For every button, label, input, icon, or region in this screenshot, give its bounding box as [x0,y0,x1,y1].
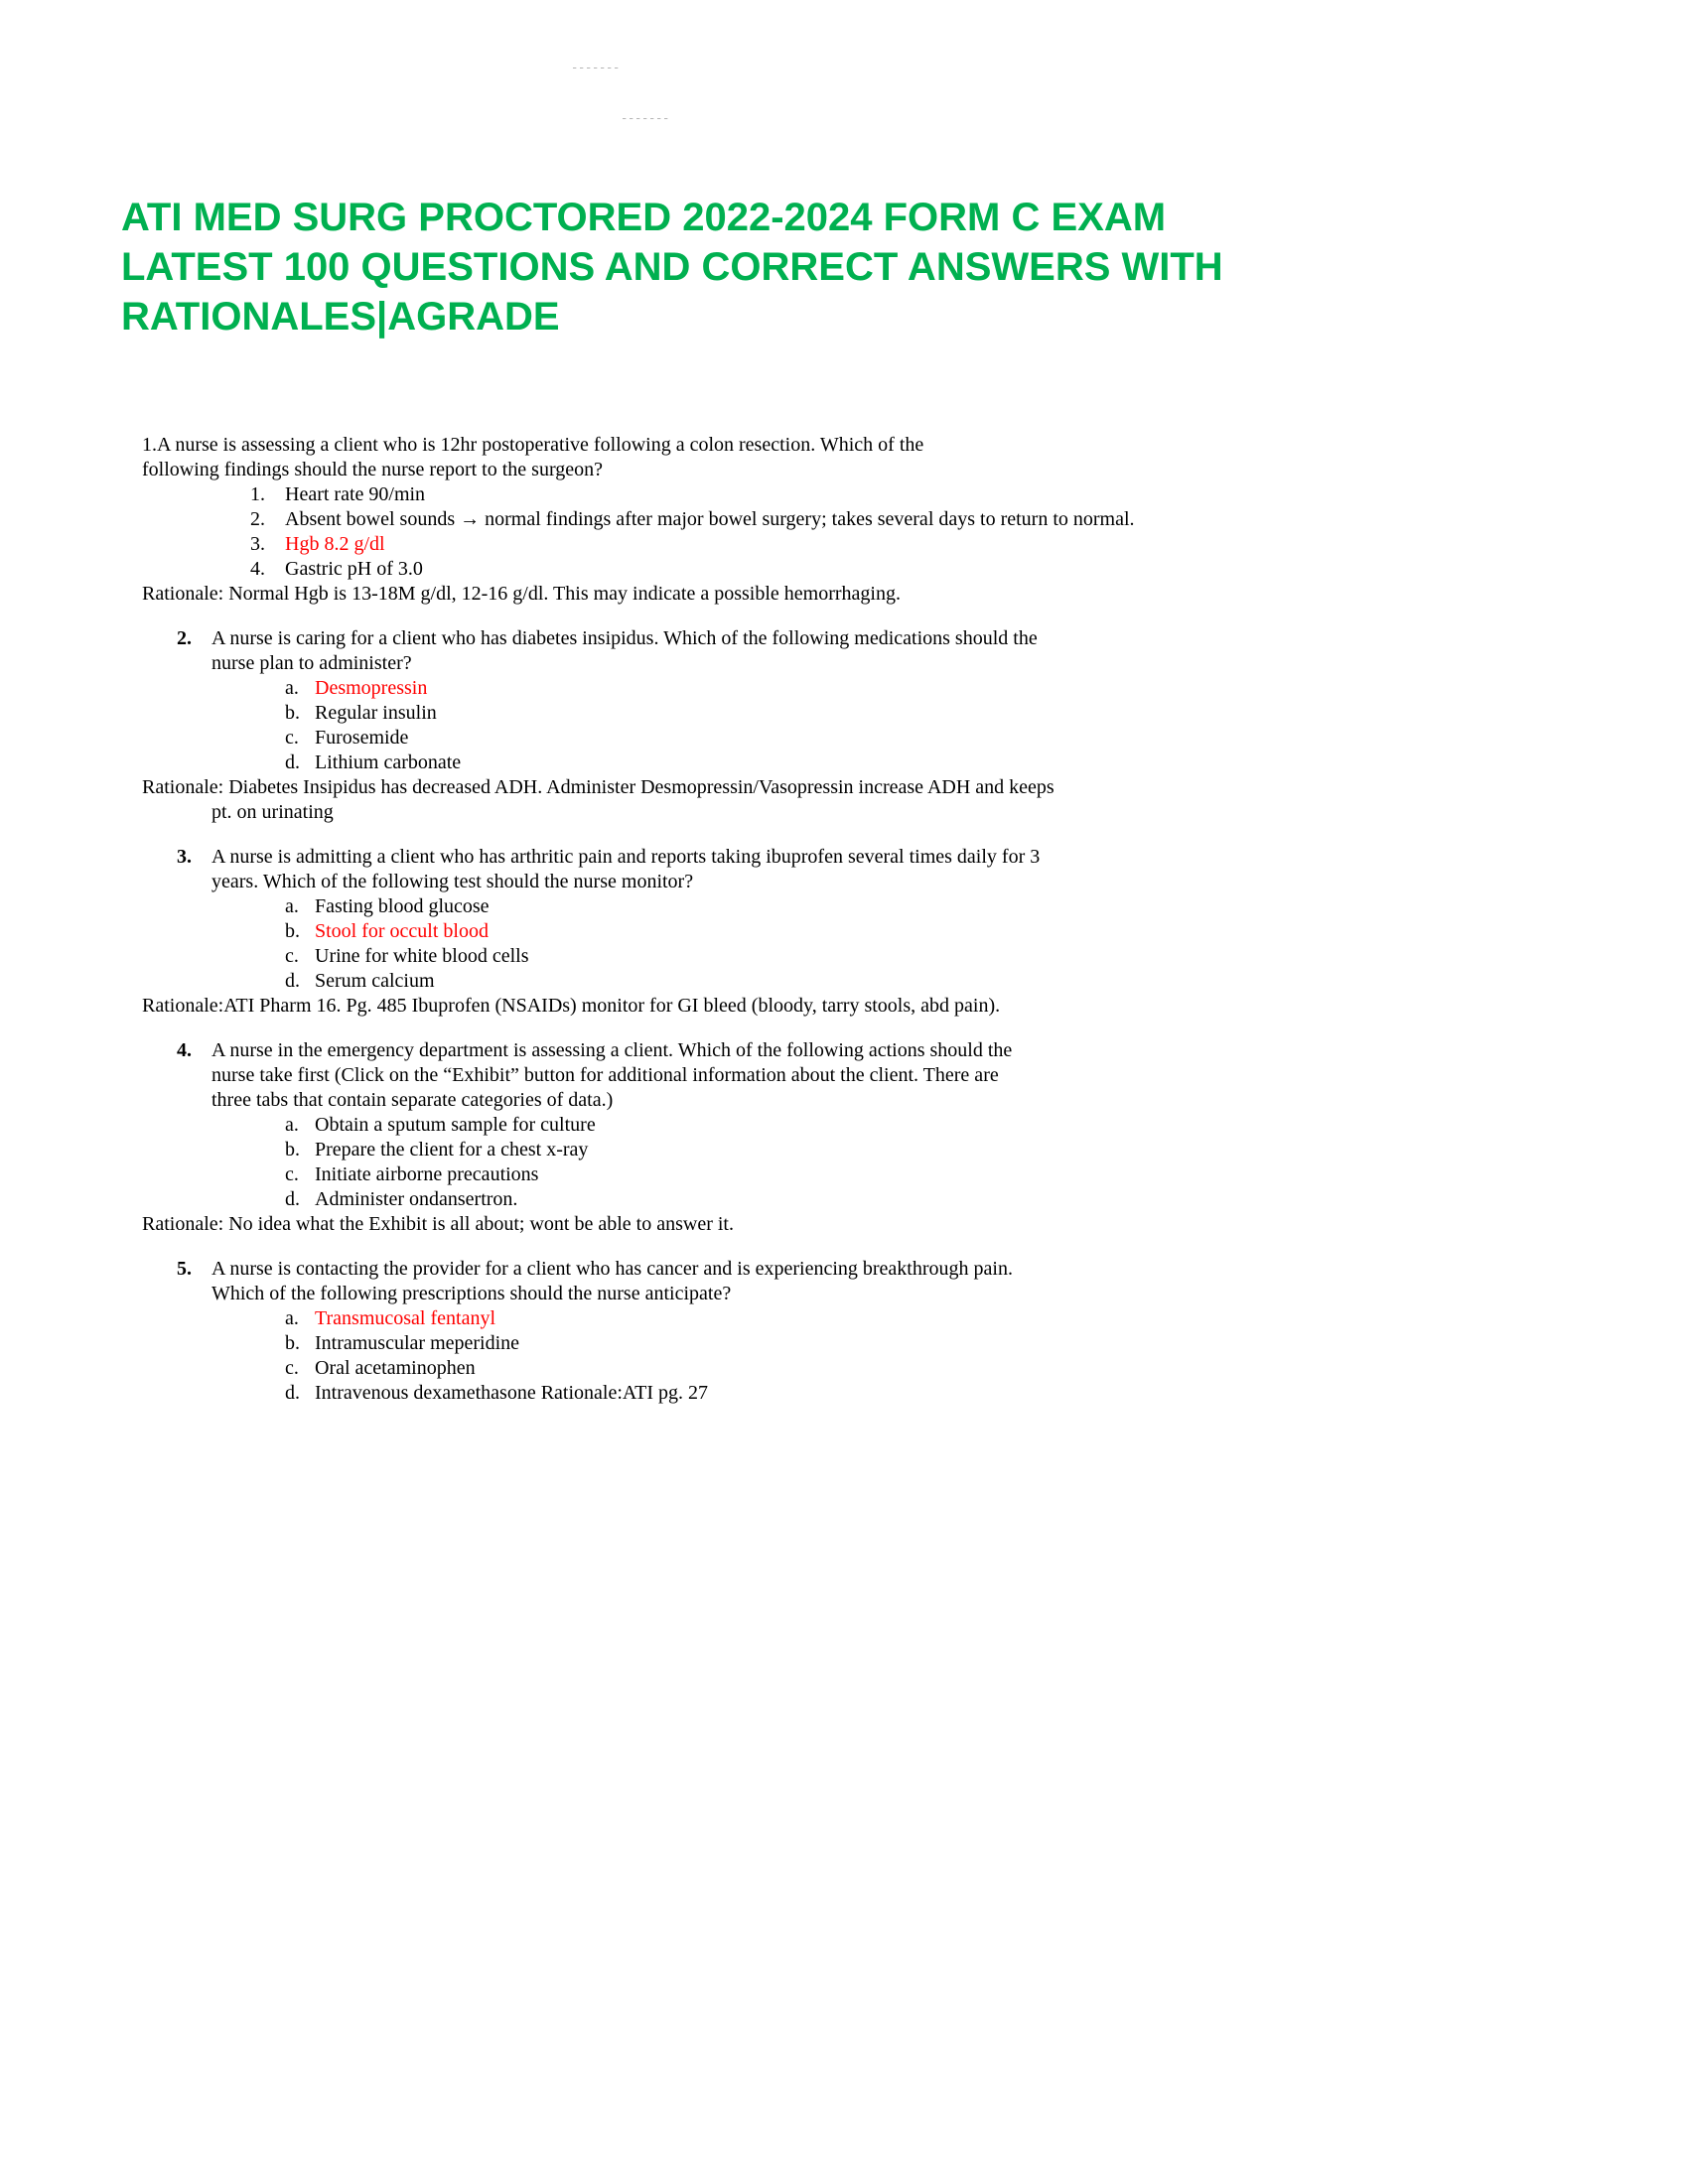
document-title-line: RATIONALES|AGRADE [121,295,560,339]
question-number: 2. [177,627,192,649]
option-label: d. [285,1382,300,1404]
option-label: d. [285,970,300,992]
option-text: Absent bowel sounds → normal findings after major bowel surgery; takes several days to return to normal. [285,508,1135,530]
option-text: Furosemide [315,727,409,749]
question-text: nurse plan to administer? [211,652,412,674]
option-label: 2. [250,508,265,530]
option-label: 4. [250,558,265,580]
answer-option [142,1356,1463,1381]
rationale [142,994,1463,1019]
correct-answer-text: Stool for occult blood [315,920,489,942]
option-label: 3. [250,533,265,555]
question-block [142,845,1463,1019]
option-label: c. [285,727,299,749]
answer-option [142,944,1463,969]
rationale-line: Rationale: No idea what the Exhibit is all about; wont be able to answer it. [142,1213,734,1235]
stem-line [177,1038,1463,1063]
question-text: nurse take first (Click on the “Exhibit” button for additional information about the client. There are [211,1064,999,1086]
answer-option [142,1138,1463,1162]
answer-option [142,1331,1463,1356]
option-text: Prepare the client for a chest x-ray [315,1139,589,1160]
stem-line [177,1257,1463,1282]
option-text: Gastric pH of 3.0 [285,558,423,580]
option-label: a. [285,1114,299,1136]
question-number: 5. [177,1258,192,1280]
stem-line [211,1063,1463,1088]
question-block [142,433,1463,607]
option-label: d. [285,1188,300,1210]
answer-option [142,894,1463,919]
stem-line [211,870,1463,894]
questions [142,433,1463,1426]
option-text: Lithium carbonate [315,751,462,773]
answer-option [142,701,1463,726]
answer-option [142,919,1463,944]
answer-option [142,1113,1463,1138]
option-text: Initiate airborne precautions [315,1163,539,1185]
option-label: c. [285,945,299,967]
stem-line [142,458,1463,482]
question-text: A nurse in the emergency department is assessing a client. Which of the following actions should the [211,1039,1013,1061]
option-text: Regular insulin [315,702,437,724]
rationale-line: Rationale:ATI Pharm 16. Pg. 485 Ibuprofen (NSAIDs) monitor for GI bleed (bloody, tarry stools, abd pain). [142,995,1001,1017]
question-text: A nurse is assessing a client who is 12hr postoperative following a colon resection. Which of the [157,434,924,456]
answer-option [142,969,1463,994]
rationale-line: pt. on urinating [211,801,334,823]
stem-line [142,433,1463,458]
question-text: A nurse is admitting a client who has arthritic pain and reports taking ibuprofen several times daily for 3 [211,846,1041,868]
answer-options [142,894,1463,994]
answer-option [142,1187,1463,1212]
question-stem [142,626,1463,676]
question-text: following findings should the nurse report to the surgeon? [142,459,604,480]
question-text: years. Which of the following test should the nurse monitor? [211,871,694,892]
option-text: Intravenous dexamethasone Rationale:ATI pg. 27 [315,1382,708,1404]
watermark-line: – – – – – – – [623,116,669,122]
stem-line [211,1088,1463,1113]
answer-option [142,507,1463,532]
option-label: a. [285,677,299,699]
option-label: a. [285,895,299,917]
answer-option [142,482,1463,507]
correct-answer-text: Desmopressin [315,677,428,699]
option-label: b. [285,1139,300,1160]
answer-options [142,1306,1463,1406]
answer-option [142,676,1463,701]
correct-answer-text: Hgb 8.2 g/dl [285,533,385,555]
question-stem [142,1257,1463,1306]
option-text: Intramuscular meperidine [315,1332,520,1354]
question-text: three tabs that contain separate categories of data.) [211,1089,614,1111]
rationale [142,1212,1463,1237]
option-label: b. [285,1332,300,1354]
answer-option [142,751,1463,775]
option-text: Urine for white blood cells [315,945,529,967]
answer-option [142,557,1463,582]
question-text: A nurse is contacting the provider for a client who has cancer and is experiencing breakthrough pain. [211,1258,1013,1280]
question-block [142,1038,1463,1237]
question-stem [142,1038,1463,1113]
question-stem [142,845,1463,894]
option-label: b. [285,702,300,724]
option-label: c. [285,1357,299,1379]
option-text: Serum calcium [315,970,435,992]
rationale [142,582,1463,607]
option-label: c. [285,1163,299,1185]
correct-answer-text: Transmucosal fentanyl [315,1307,496,1329]
stem-line [177,845,1463,870]
stem-line [211,1282,1463,1306]
option-text: Administer ondansertron. [315,1188,518,1210]
option-label: a. [285,1307,299,1329]
option-label: d. [285,751,300,773]
answer-options [142,482,1463,582]
question-stem [142,433,1463,482]
question-number: 3. [177,846,192,868]
option-text: Oral acetaminophen [315,1357,476,1379]
answer-option [142,1162,1463,1187]
option-text: Obtain a sputum sample for culture [315,1114,596,1136]
document-title-line: LATEST 100 QUESTIONS AND CORRECT ANSWERS WITH [121,245,1223,289]
question-number: 1. [142,434,157,456]
answer-option [142,726,1463,751]
document-title-line: ATI MED SURG PROCTORED 2022-2024 FORM C EXAM [121,196,1167,239]
question-block [142,1257,1463,1406]
answer-option [142,1381,1463,1406]
answer-options [142,676,1463,775]
answer-option [142,532,1463,557]
question-number: 4. [177,1039,192,1061]
question-text: Which of the following prescriptions should the nurse anticipate? [211,1283,732,1304]
document-title [121,193,1243,341]
option-label: b. [285,920,300,942]
stem-line [177,626,1463,651]
stem-line [211,651,1463,676]
option-text: Fasting blood glucose [315,895,490,917]
rationale-line: Rationale: Diabetes Insipidus has decreased ADH. Administer Desmopressin/Vasopressin increase ADH and keeps [142,776,1055,798]
rationale [142,775,1463,825]
answer-option [142,1306,1463,1331]
answer-options [142,1113,1463,1212]
question-text: A nurse is caring for a client who has diabetes insipidus. Which of the following medications should the [211,627,1038,649]
option-text: Heart rate 90/min [285,483,426,505]
rationale-line: Rationale: Normal Hgb is 13-18M g/dl, 12-16 g/dl. This may indicate a possible hemorrhaging. [142,583,901,605]
option-label: 1. [250,483,265,505]
watermark-line: – – – – – – – [573,66,620,71]
question-block [142,626,1463,825]
